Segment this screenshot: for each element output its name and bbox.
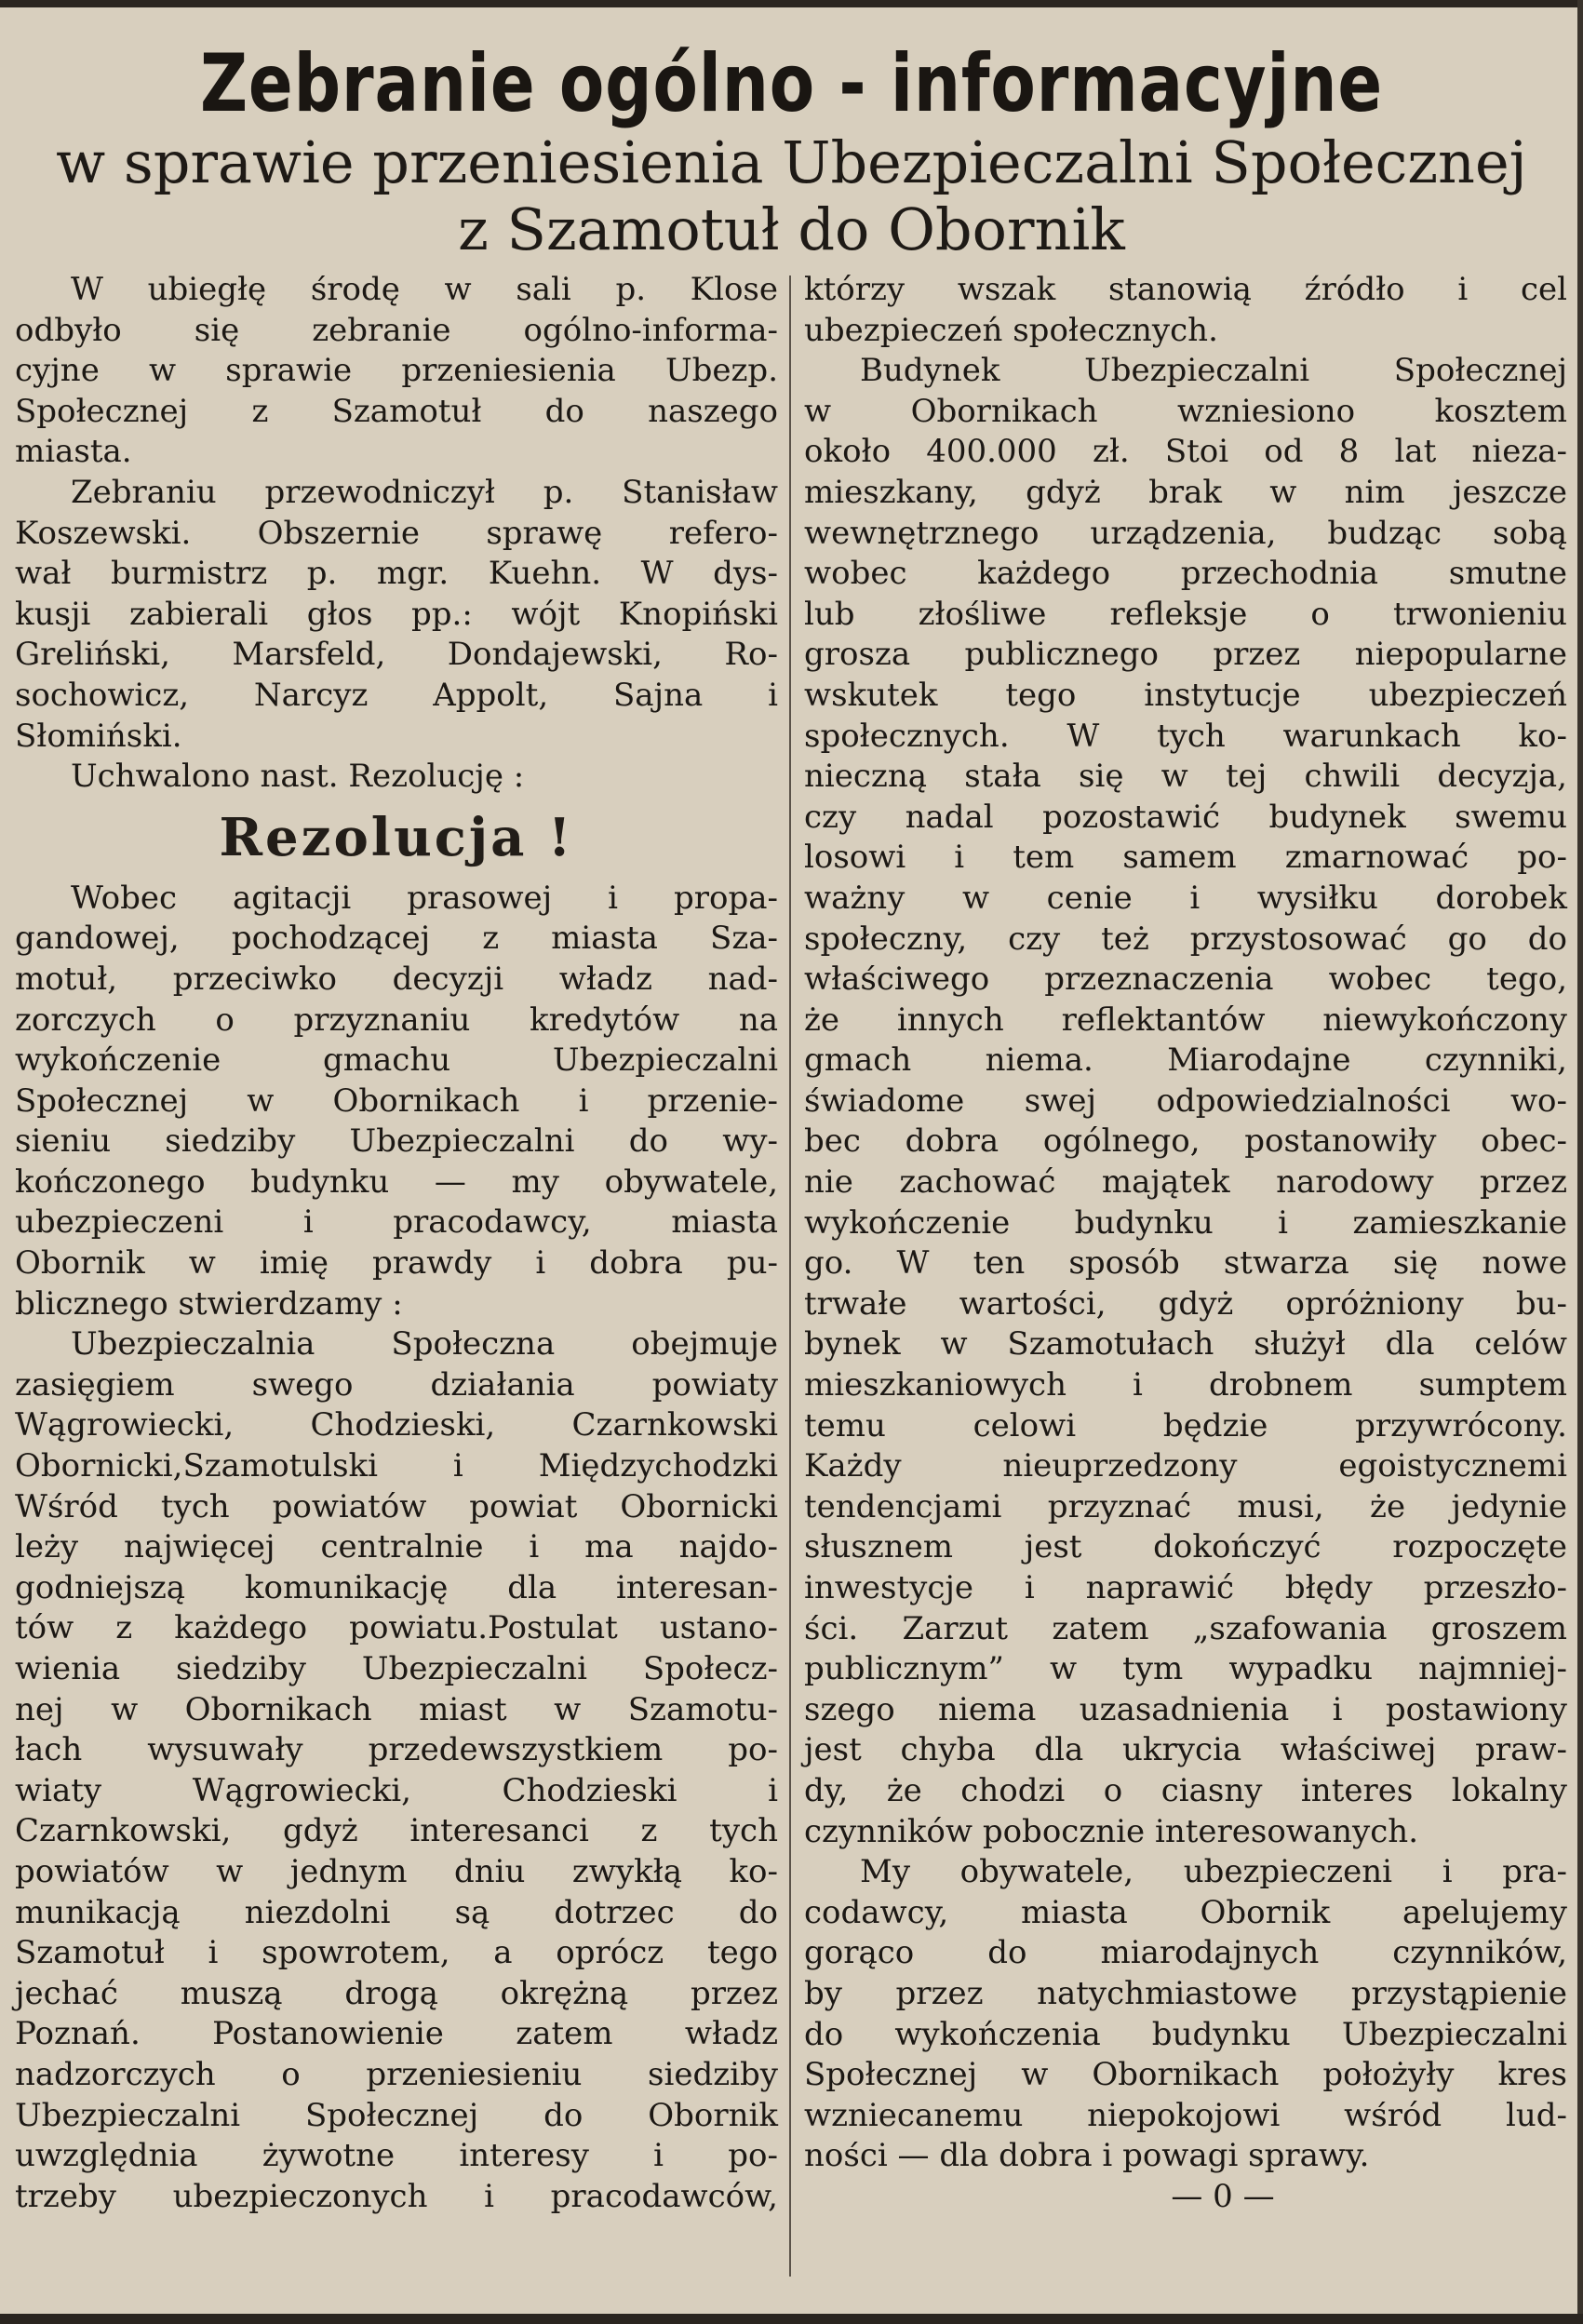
text-line: w Obornikach wzniesiono kosztem — [804, 392, 1567, 430]
text-line: zasięgiem swego działania powiaty — [15, 1365, 778, 1404]
text-line: sochowicz, Narcyz Appolt, Sajna i — [15, 676, 778, 714]
right-page-edge — [1577, 0, 1583, 2324]
text-line: czy nadal pozostawić budynek swemu — [804, 798, 1567, 836]
paragraph-chair — [15, 473, 778, 757]
text-line: Ubezpieczalnia Społeczna obejmuje — [71, 1325, 778, 1364]
text-line: leży najwięcej centralnie i ma najdo- — [15, 1528, 778, 1566]
text-line: czynników pobocznie interesowanych. — [804, 1812, 1419, 1850]
text-line: nie zachować majątek narodowy przez — [804, 1163, 1567, 1202]
text-line: ubezpieczeni i pracodawcy, miasta — [15, 1203, 778, 1242]
text-line: świadome swej odpowiedzialności wo- — [804, 1081, 1567, 1120]
text-line: wskutek tego instytucje ubezpieczeń — [804, 676, 1567, 714]
text-line: Wśród tych powiatów powiat Obornicki — [15, 1487, 778, 1525]
text-line: odbyło się zebranie ogólno-informa- — [15, 311, 778, 349]
text-line: ści. Zarzut zatem „szafowania groszem — [804, 1609, 1567, 1647]
text-line: którzy wszak stanowią źródło i cel — [804, 271, 1567, 308]
text-line: jechać muszą drogą okrężną przez — [15, 1974, 778, 2012]
text-line: gorąco do miarodajnych czynników, — [804, 1934, 1567, 1972]
text-line: dy, że chodzi o ciasny interes lokalny — [804, 1771, 1567, 1809]
text-line: Obornicki,Szamotulski i Międzychodzki — [15, 1447, 778, 1485]
text-line: motuł, przeciwko decyzji władz nad- — [15, 960, 778, 998]
text-line: Społecznej z Szamotuł do naszego — [15, 392, 778, 430]
text-line: wienia siedziby Ubezpieczalni Społecz- — [15, 1650, 778, 1687]
text-line: społecznych. W tych warunkach ko- — [804, 717, 1567, 755]
right-column — [804, 270, 1567, 2218]
text-line: Każdy nieuprzedzony egoistycznemi — [804, 1447, 1567, 1485]
text-line: wewnętrznego urządzenia, budząc sobą — [804, 514, 1567, 552]
left-column — [15, 270, 778, 2217]
text-line: miasta. — [15, 433, 132, 471]
text-line: mieszkany, gdyż brak w nim jeszcze — [804, 473, 1567, 511]
text-line: wzniecanemu niepokojowi wśród lud- — [804, 2096, 1567, 2134]
text-line: mieszkaniowych i drobnem sumptem — [804, 1366, 1567, 1404]
text-line: nieczną stała się w tej chwili decyzja, — [804, 758, 1567, 796]
text-line: trzeby ubezpieczonych i pracodawców, — [15, 2177, 778, 2215]
text-line: Słomiński. — [15, 717, 182, 755]
paragraph-continuation — [804, 270, 1567, 351]
text-line: Czarnkowski, gdyż interesanci z tych — [15, 1812, 778, 1850]
paragraph-coverage — [15, 1324, 778, 2217]
text-line: zorczych o przyznaniu kredytów na — [15, 1001, 778, 1039]
paragraph-agitation — [15, 879, 778, 1325]
text-line: munikacją niezdolni są dotrzec do — [15, 1893, 778, 1931]
top-border-rule — [0, 0, 1583, 7]
text-line: około 400.000 zł. Stoi od 8 lat nieza- — [804, 433, 1567, 471]
text-line: słusznem jest dokończyć rozpoczęte — [804, 1528, 1567, 1566]
text-line: wiaty Wągrowiecki, Chodzieski i — [15, 1771, 778, 1809]
text-line: gandowej, pochodzącej z miasta Sza- — [15, 920, 778, 958]
article-headline: Zebranie ogólno - informacyjne — [199, 37, 1384, 130]
text-line: Szamotuł i spowrotem, a oprócz tego — [15, 1934, 778, 1972]
text-line: Ubezpieczalni Społecznej do Obornik — [15, 2096, 778, 2134]
text-line: Greliński, Marsfeld, Dondajewski, Ro- — [15, 636, 778, 674]
text-line: powiatów w jednym dniu zwykłą ko- — [15, 1852, 778, 1890]
text-line: Uchwalono nast. Rezolucję : — [71, 758, 525, 796]
text-line: Wobec agitacji prasowej i propa- — [71, 879, 778, 917]
paragraph-appeal — [804, 1852, 1567, 2177]
paragraph-intro — [15, 270, 778, 473]
text-line: właściwego przeznaczenia wobec tego, — [804, 960, 1567, 999]
text-line: Koszewski. Obszernie sprawę refero- — [15, 514, 778, 552]
article-signoff: — 0 — — [1171, 2177, 1275, 2215]
text-line: Budynek Ubezpieczalni Społecznej — [860, 352, 1567, 390]
text-line: ważny w cenie i wysiłku dorobek — [804, 879, 1567, 917]
paragraph-resolved — [15, 757, 778, 798]
text-line: grosza publicznego przez niepopularne — [804, 636, 1567, 674]
paragraph-building — [804, 351, 1567, 1852]
text-line: Społecznej w Obornikach i przenie- — [15, 1081, 778, 1120]
text-line: Zebraniu przewodniczył p. Stanisław — [71, 473, 778, 511]
text-line: ubezpieczeń społecznych. — [804, 311, 1218, 349]
text-line: by przez natychmiastowe przystąpienie — [804, 1974, 1567, 2012]
text-line: kusji zabierali głos pp.: wójt Knopiński — [15, 595, 778, 633]
article-subhead-line-2: z Szamotuł do Obornik — [458, 195, 1125, 263]
text-line: sieniu siedziby Ubezpieczalni do wy- — [15, 1122, 778, 1161]
text-line: nej w Obornikach miast w Szamotu- — [15, 1690, 778, 1728]
resolution-title: Rezolucja ! — [219, 806, 574, 868]
text-line: uwzględnia żywotne interesy i po- — [15, 2137, 778, 2175]
text-line: wykończenie budynku i zamieszkanie — [804, 1203, 1567, 1242]
text-line: kończonego budynku — my obywatele, — [15, 1162, 778, 1201]
text-line: trwałe wartości, gdyż opróżniony bu- — [804, 1284, 1567, 1323]
bottom-border-rule — [0, 2314, 1583, 2324]
text-line: Obornik w imię prawdy i dobra pu- — [15, 1244, 778, 1283]
text-line: jest chyba dla ukrycia właściwej praw- — [804, 1731, 1567, 1769]
text-line: do wykończenia budynku Ubezpieczalni — [804, 2015, 1567, 2053]
text-line: nadzorczych o przeniesieniu siedziby — [15, 2055, 778, 2093]
text-line: losowi i tem samem zmarnować po- — [804, 839, 1567, 877]
text-line: blicznego stwierdzamy : — [15, 1284, 403, 1323]
article-subhead-line-1: w sprawie przeniesienia Ubezpieczalni Społecznej — [56, 128, 1527, 196]
text-line: bec dobra ogólnego, postanowiły obec- — [804, 1122, 1567, 1161]
text-line: społeczny, czy też przystosować go do — [804, 920, 1567, 958]
text-line: gmach niema. Miarodajne czynniki, — [804, 1041, 1567, 1080]
text-line: inwestycje i naprawić błędy przeszło- — [804, 1569, 1567, 1606]
text-line: wał burmistrz p. mgr. Kuehn. W dys- — [15, 555, 778, 593]
text-line: publicznym” w tym wypadku najmniej- — [804, 1650, 1567, 1688]
text-line: ności — dla dobra i powagi sprawy. — [804, 2137, 1370, 2175]
text-line: wykończenie gmachu Ubezpieczalni — [15, 1041, 778, 1080]
text-line: lub złośliwe refleksje o trwonieniu — [804, 595, 1567, 633]
text-line: że innych reflektantów niewykończony — [804, 1001, 1567, 1039]
text-line: wobec każdego przechodnia smutne — [804, 555, 1567, 593]
text-line: bynek w Szamotułach służył dla celów — [804, 1325, 1567, 1364]
text-line: go. W ten sposób stwarza się nowe — [804, 1244, 1567, 1283]
text-line: cyjne w sprawie przeniesienia Ubezp. — [15, 352, 778, 390]
column-divider — [789, 275, 791, 2277]
text-line: W ubiegłę środę w sali p. Klose — [71, 271, 778, 308]
text-line: łach wysuwały przedewszystkiem po- — [15, 1731, 778, 1769]
text-line: Społecznej w Obornikach położyły kres — [804, 2056, 1567, 2094]
text-line: Poznań. Postanowienie zatem władz — [15, 2015, 778, 2053]
text-line: szego niema uzasadnienia i postawiony — [804, 1690, 1567, 1728]
text-line: codawcy, miasta Obornik apelujemy — [804, 1893, 1567, 1931]
text-line: My obywatele, ubezpieczeni i pra- — [860, 1853, 1567, 1891]
text-line: temu celowi będzie przywrócony. — [804, 1406, 1567, 1444]
text-line: tendencjami przyznać musi, że jedynie — [804, 1487, 1567, 1525]
text-line: Wągrowiecki, Chodzieski, Czarnkowski — [15, 1406, 778, 1444]
text-line: godniejszą komunikację dla interesan- — [15, 1568, 778, 1606]
text-line: tów z każdego powiatu.Postulat ustano- — [15, 1609, 778, 1647]
